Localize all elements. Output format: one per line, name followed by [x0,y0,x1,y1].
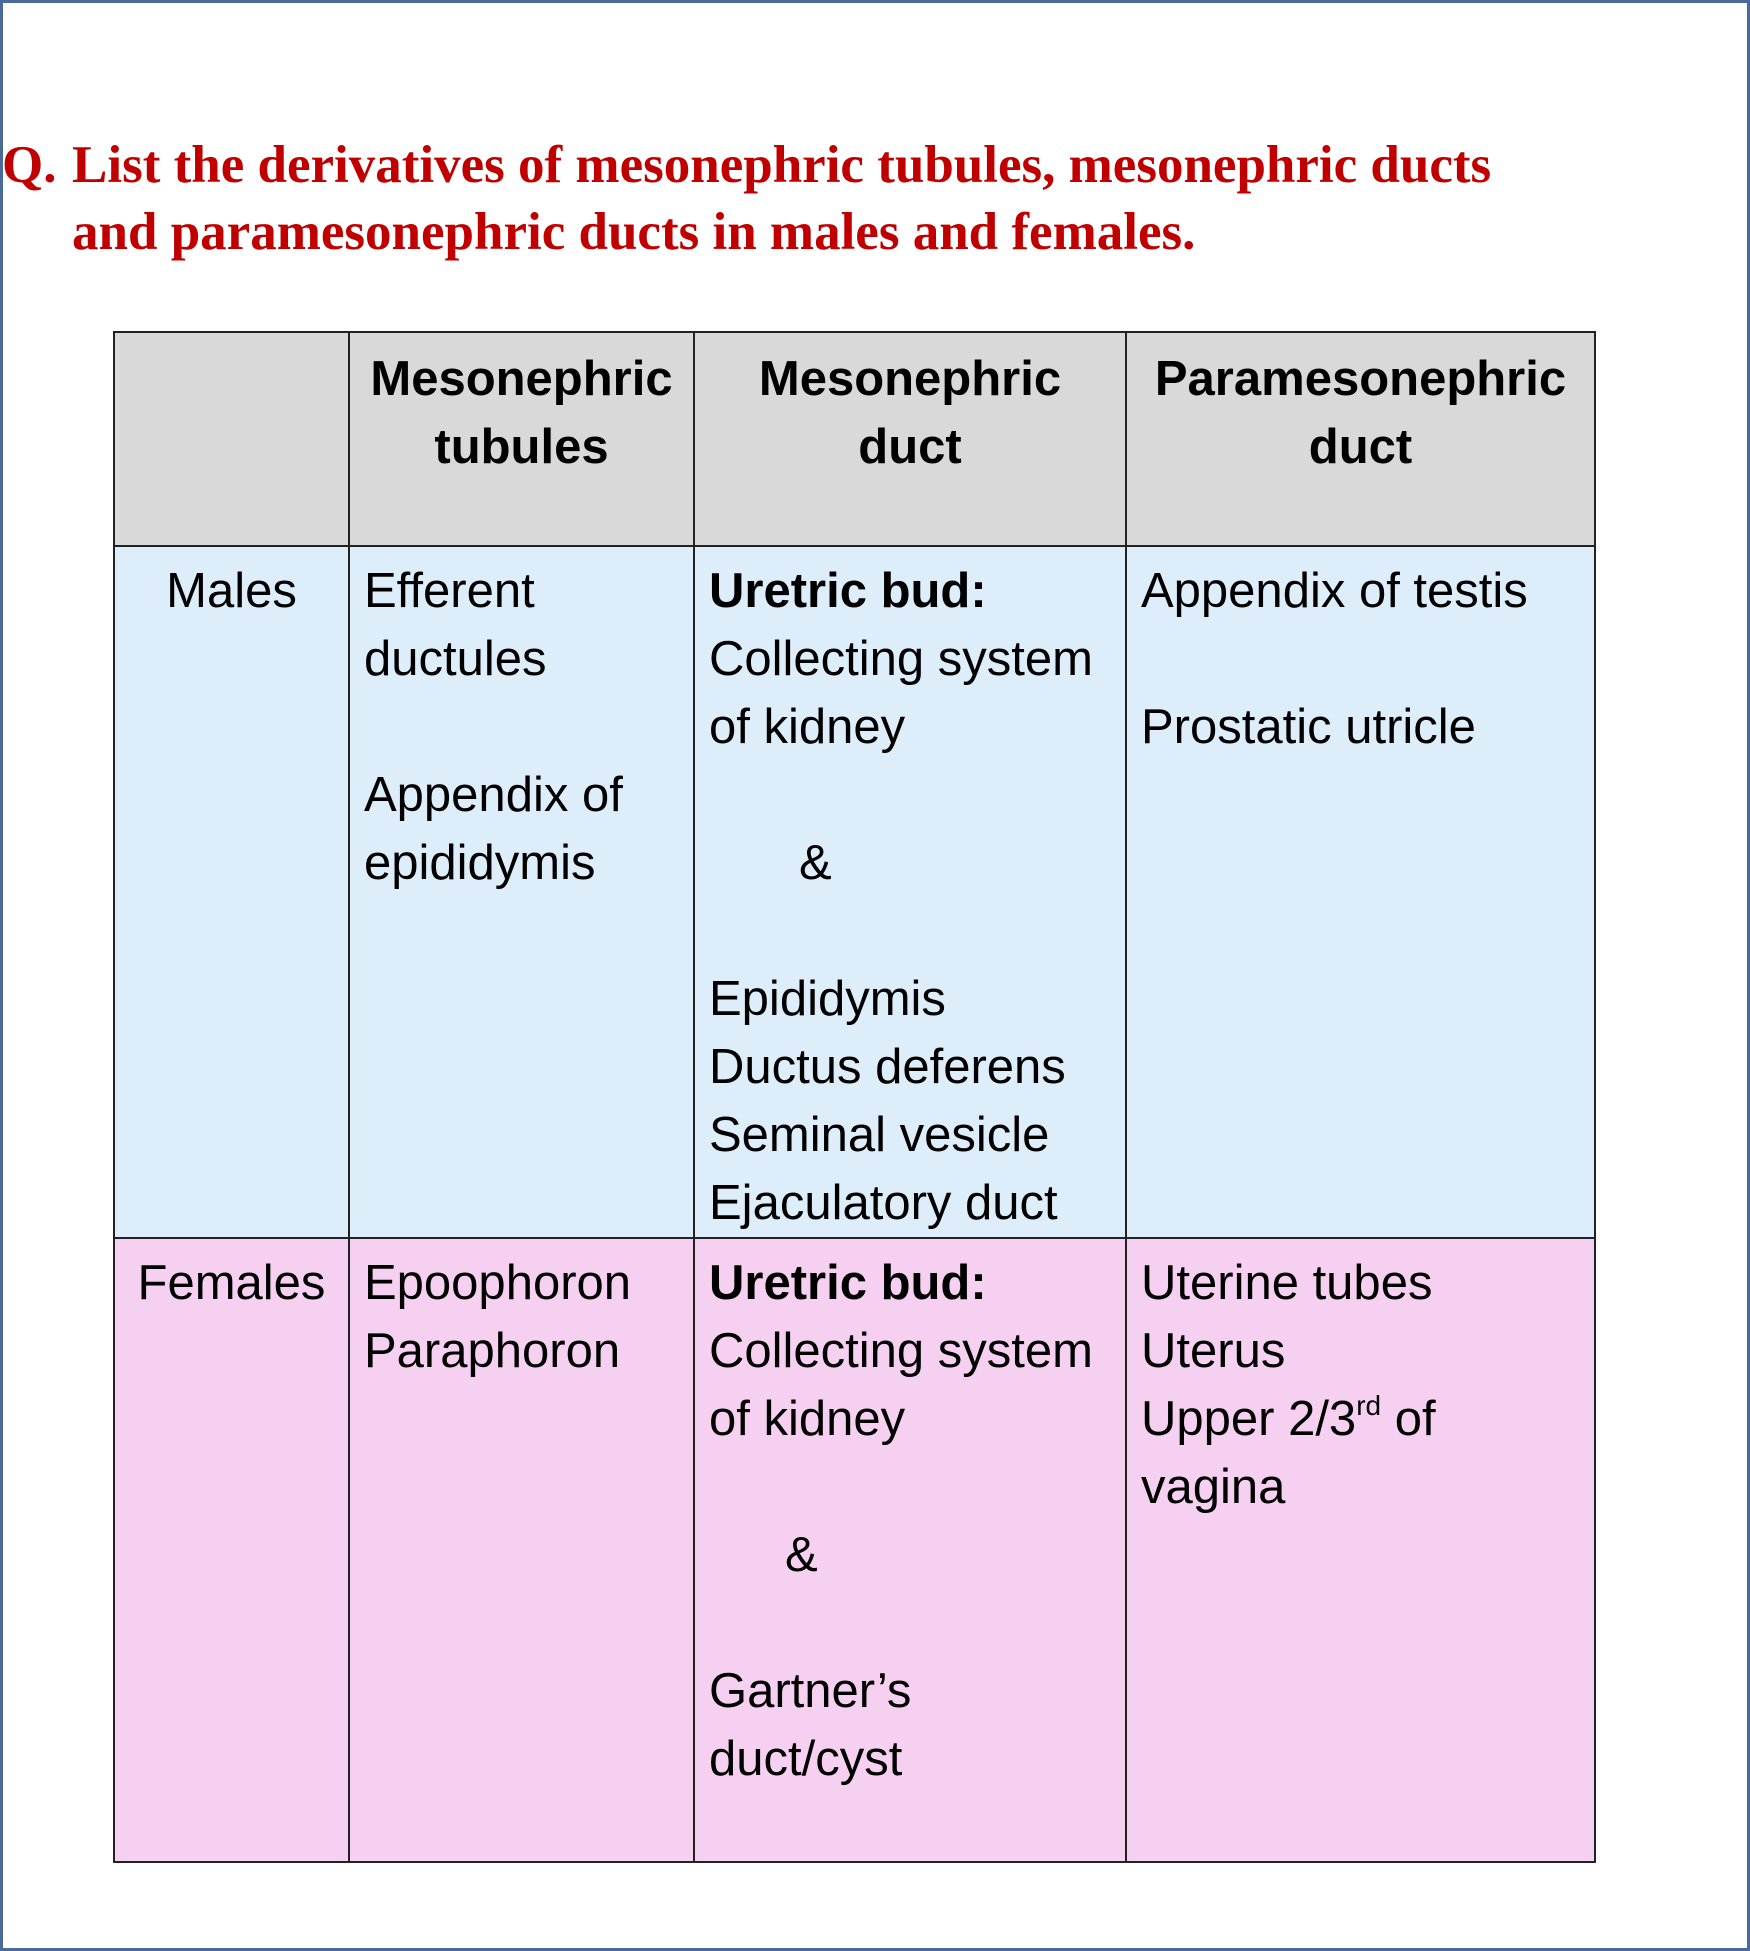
derivatives-table [113,331,1596,1863]
cell-text: Prostatic utricle [1141,700,1476,754]
question [2,132,1722,266]
cell-text: Paraphoron [364,1324,621,1378]
cell-text: of kidney [709,700,906,754]
cell-text: Uterine tubes [1141,1256,1433,1310]
ampersand: & [799,836,832,890]
cell-text: Collecting system [709,632,1093,686]
header-corner [114,332,349,546]
males-duct-cell [694,546,1126,1238]
cell-text: Ejaculatory duct [709,1176,1058,1230]
cell-text: Upper 2/3 [1141,1392,1357,1446]
cell-text: Collecting system [709,1324,1093,1378]
females-duct-cell [694,1238,1126,1862]
cell-text: duct/cyst [709,1732,903,1786]
cell-text: of kidney [709,1392,906,1446]
females-row [114,1238,1595,1862]
uretric-bud-label: Uretric bud: [709,1256,987,1310]
cell-text: ductules [364,632,547,686]
males-row [114,546,1595,1238]
header-mesonephric-tubules [349,332,694,546]
ampersand: & [785,1528,818,1582]
uretric-bud-label: Uretric bud: [709,564,987,618]
superscript: rd [1356,1390,1382,1421]
row-label-males: Males [114,546,349,1238]
cell-text: Gartner’s [709,1664,912,1718]
cell-text: Seminal vesicle [709,1108,1050,1162]
header-text: Mesonephric [370,352,673,406]
header-text: tubules [434,420,609,474]
header-text: duct [858,420,962,474]
header-text: duct [1308,420,1413,474]
females-paramesonephric-cell [1126,1238,1595,1862]
cell-text: Epoophoron [364,1256,632,1310]
cell-text: Appendix of testis [1141,564,1528,618]
cell-text: of [1381,1392,1436,1446]
males-paramesonephric-cell [1126,546,1595,1238]
header-text: Mesonephric [758,352,1062,406]
cell-text: vagina [1141,1460,1286,1514]
header-paramesonephric-duct [1126,332,1595,546]
question-line-2: and paramesonephric ducts in males and females. [72,203,1196,261]
header-text: Paramesonephric [1154,352,1567,406]
row-label-females: Females [114,1238,349,1862]
cell-text: epididymis [364,836,596,890]
upper-vagina-line [1141,1385,1580,1453]
header-mesonephric-duct [694,332,1126,546]
question-prefix: Q. [2,136,57,194]
cell-text: Efferent [364,564,535,618]
cell-text: Epididymis [709,972,946,1026]
cell-text: Ductus deferens [709,1040,1066,1094]
question-line-1: List the derivatives of mesonephric tubules, mesonephric ducts [72,136,1492,194]
cell-text: Uterus [1141,1324,1286,1378]
females-tubules-cell [349,1238,694,1862]
cell-text: Appendix of [364,768,623,822]
header-row [114,332,1595,546]
males-tubules-cell [349,546,694,1238]
